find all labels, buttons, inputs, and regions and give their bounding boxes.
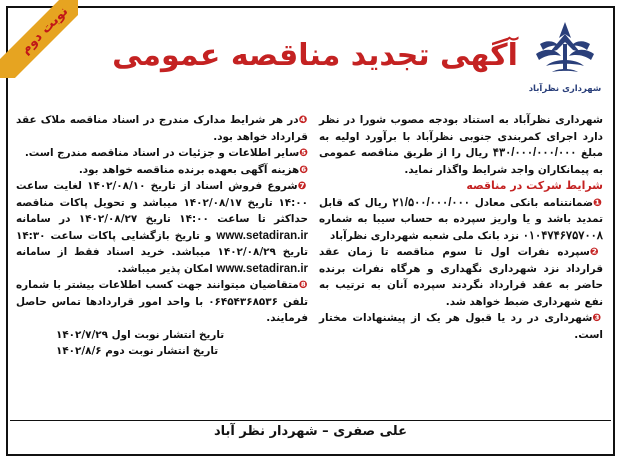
second-publication-date: تاریخ انتشار نوبت دوم ۱۴۰۲/۸/۶ <box>56 345 219 357</box>
intro-text-2: ریال را از طریق مناقصه عمومی به پیمانکاران واجد شرایط واگذار نماید. <box>319 147 603 176</box>
item-4-text: در هر شرایط مدارک مندرج در اسناد مناقصه ملاک عقد قرارداد خواهد بود. <box>16 114 308 143</box>
item-3-text: شهرداری در رد یا قبول هر یک از پیشنهادات مختار است. <box>319 312 603 341</box>
item-7-text-a: شروع فروش اسناد از تاریخ ۱۴۰۲/۰۸/۱۰ لغایت ساعت ۱۴:۰۰ تاریخ ۱۴۰۲/۰۸/۱۷ میباشد و تحویل پاکات مناقصه حداکثر تا ساعت ۱۴:۰۰ تاریخ ۱۴۰۲/۰۸/۲۷ در سامانه <box>16 180 308 225</box>
notice-title: آگهی تجدید مناقصه عمومی <box>112 38 518 73</box>
publication-dates <box>16 327 308 360</box>
publication-round-badge: نوبت دوم <box>0 0 78 78</box>
setadiran-link-1[interactable]: www.setadiran.ir <box>216 229 308 242</box>
item-7-text-b: و تاریخ بازگشایی پاکات ساعت ۱۴:۳۰ تاریخ ۱۴۰۲/۰۸/۲۹ میباشد. خرید اسناد فقط از سامانه <box>16 229 308 258</box>
logo-caption: شهرداری نظرآباد <box>528 84 602 94</box>
municipality-emblem-icon <box>528 18 602 84</box>
item-2-text: سپرده نفرات اول تا سوم مناقصه تا زمان عقد قرارداد نزد شهرداری نگهداری و هرگاه نفرات برنده حاضر به عقد قرارداد نگردند سپرده آنان به ترتیب به نفع شهرداری ضبط خواهد شد. <box>319 246 603 308</box>
conditions-heading: شرایط شرکت در مناقصه <box>466 179 603 192</box>
right-column <box>319 112 603 343</box>
item-3-number: ❸ <box>592 312 603 324</box>
item-4-number: ❹ <box>298 114 308 126</box>
item-1-text-2: ریال که قابل تمدید باشد و یا واریز سپرده به حساب سیبا به شماره <box>319 196 603 225</box>
mayor-signature-line: علی صفری – شهردار نظر آباد <box>214 424 407 439</box>
item-8-number: ❽ <box>298 279 308 291</box>
first-publication-date: تاریخ انتشار نوبت اول ۱۴۰۲/۷/۲۹ <box>56 328 225 341</box>
item-1-text: ضمانتنامه بانکی معادل <box>469 196 594 209</box>
item-6-number: ❻ <box>299 163 308 176</box>
condition-item-6 <box>16 162 308 179</box>
item-2-number: ❷ <box>589 246 603 258</box>
condition-item-7 <box>16 178 308 277</box>
intro-amount: ۴۳۰/۰۰۰/۰۰۰/۰۰۰ <box>492 147 577 159</box>
item-7-text-c: امکان پذیر میباشد. <box>117 262 217 275</box>
condition-item-4 <box>16 112 308 145</box>
item-5-text: سایر اطلاعات و جزئیات در اسناد مناقصه مندرج است. <box>24 147 300 159</box>
municipality-logo <box>528 18 602 104</box>
setadiran-link-2[interactable]: www.setadiran.ir <box>216 262 308 275</box>
item-1-text-3: نزد بانک ملی شعبه شهرداری نظرآباد <box>330 229 523 242</box>
corner-ribbon <box>0 0 78 78</box>
condition-item-3 <box>319 310 603 343</box>
condition-item-8 <box>16 277 308 327</box>
item-6-text: هزینه آگهی بعهده برنده مناقصه خواهد بود. <box>78 163 300 176</box>
condition-item-5 <box>16 145 308 162</box>
intro-municipality: شهرداری نظرآباد <box>513 114 604 126</box>
item-5-number: ❺ <box>299 147 308 159</box>
item-1-amount: ۲۱/۵۰۰/۰۰۰/۰۰۰ <box>392 196 470 209</box>
item-1-account: ۰۱۰۴۷۴۶۷۵۷۰۰۸ <box>522 229 603 242</box>
left-column <box>16 112 308 360</box>
intro-text: به استناد بودجه مصوب شورا در نظر دارد اجرای کمربندی جنوبی نظرآباد با برآورد اولیه به مبلغ <box>319 114 603 159</box>
intro-paragraph <box>319 112 603 178</box>
item-1-number: ❶ <box>593 196 603 209</box>
condition-item-1 <box>319 195 603 245</box>
item-7-number: ❼ <box>297 180 308 192</box>
footer-divider <box>10 420 611 421</box>
condition-item-2 <box>319 244 603 310</box>
item-8-text: متقاضیان میتوانند جهت کسب اطلاعات بیشتر با شماره تلفن ۰۶۴۵۴۳۶۸۵۳۶ با واحد امور قراردادها تماس حاصل فرمایند. <box>16 279 308 324</box>
